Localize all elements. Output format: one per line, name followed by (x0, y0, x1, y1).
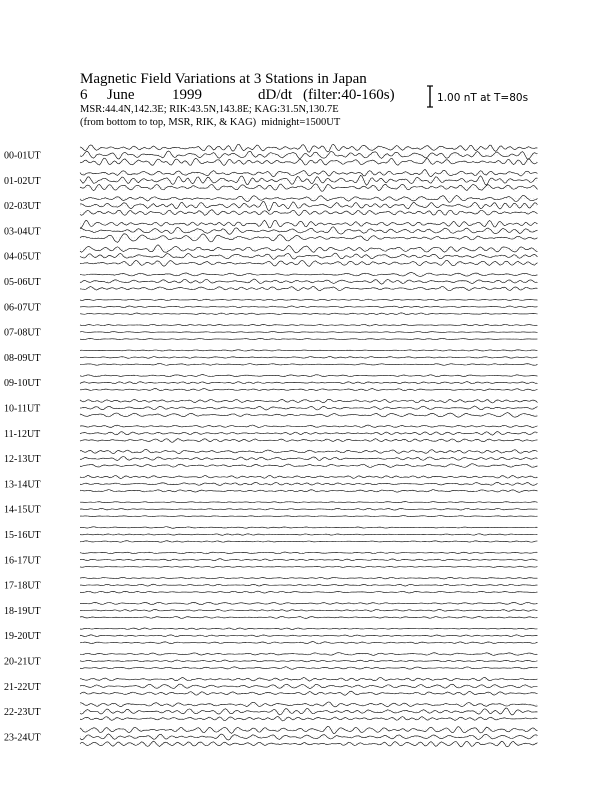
hour-label: 11-12UT (4, 428, 41, 440)
stations-line: MSR:44.4N,142.3E; RIK:43.5N,143.8E; KAG:31.5N,130.7E (80, 104, 339, 115)
station-trace-msr (80, 158, 538, 166)
station-trace-msr (80, 566, 538, 567)
hour-label: 23-24UT (4, 732, 41, 744)
hour-label: 00-01UT (4, 150, 41, 162)
station-trace-rik (80, 227, 538, 235)
hour-label: 17-18UT (4, 580, 41, 592)
hour-label: 14-15UT (4, 504, 41, 516)
hour-label: 18-19UT (4, 605, 41, 617)
scale-bar-label: 1.00 nT at T=80s (437, 92, 529, 104)
station-trace-rik (80, 534, 538, 536)
station-trace-rik (80, 201, 538, 211)
date-day: 6 (80, 87, 88, 103)
station-trace-msr (80, 617, 538, 619)
station-trace-kag (80, 220, 538, 228)
station-trace-msr (80, 642, 538, 644)
station-trace-kag (80, 350, 538, 351)
midnight-note: midnight=1500UT (261, 117, 341, 128)
station-trace-rik (80, 382, 538, 384)
station-trace-rik (80, 279, 538, 284)
hour-label: 02-03UT (4, 201, 41, 213)
hour-label: 12-13UT (4, 454, 41, 466)
station-trace-kag (80, 399, 538, 403)
station-trace-rik (80, 508, 538, 510)
hour-label: 13-14UT (4, 479, 41, 491)
hour-label: 04-05UT (4, 251, 41, 263)
hour-label: 03-04UT (4, 226, 41, 238)
station-trace-kag (80, 502, 538, 503)
station-trace-msr (80, 184, 538, 191)
station-trace-kag (80, 324, 538, 326)
station-trace-kag (80, 299, 538, 300)
station-trace-rik (80, 306, 538, 308)
hour-label: 06-07UT (4, 302, 41, 314)
station-trace-msr (80, 439, 538, 443)
hour-label: 22-23UT (4, 707, 41, 719)
filter-label: (filter:40-160s) (303, 87, 395, 103)
hour-label: 07-08UT (4, 327, 41, 339)
station-trace-kag (80, 245, 538, 253)
station-trace-rik (80, 635, 538, 637)
hour-label: 20-21UT (4, 656, 41, 668)
station-trace-kag (80, 602, 538, 604)
station-trace-msr (80, 363, 538, 365)
station-trace-kag (80, 702, 538, 707)
order-note: (from bottom to top, MSR, RIK, & KAG) (80, 117, 257, 128)
hour-label: 08-09UT (4, 352, 41, 364)
station-trace-msr (80, 234, 538, 243)
station-trace-kag (80, 628, 538, 629)
chart-title: Magnetic Field Variations at 3 Stations in Japan (80, 71, 367, 87)
hour-label: 01-02UT (4, 175, 41, 187)
hour-label: 19-20UT (4, 631, 41, 643)
station-trace-rik (80, 482, 538, 485)
scale-bar (427, 86, 433, 107)
component-label: dD/dt (258, 87, 293, 103)
date-month: June (107, 87, 135, 103)
station-trace-msr (80, 591, 538, 593)
station-trace-rik (80, 332, 538, 333)
hour-label: 09-10UT (4, 378, 41, 390)
station-trace-rik (80, 432, 538, 436)
station-trace-rik (80, 175, 538, 185)
hour-label: 05-06UT (4, 277, 41, 288)
station-trace-msr (80, 516, 538, 517)
station-trace-kag (80, 527, 538, 529)
hour-label: 15-16UT (4, 530, 41, 541)
station-trace-rik (80, 559, 538, 561)
station-trace-kag (80, 577, 538, 579)
date-year: 1999 (172, 87, 202, 103)
hour-label: 16-17UT (4, 555, 41, 567)
station-trace-kag (80, 726, 538, 733)
station-trace-rik (80, 609, 538, 611)
station-trace-rik (80, 584, 538, 586)
hour-label: 10-11UT (4, 403, 41, 415)
station-trace-msr (80, 388, 538, 390)
hour-label: 21-22UT (4, 681, 41, 693)
